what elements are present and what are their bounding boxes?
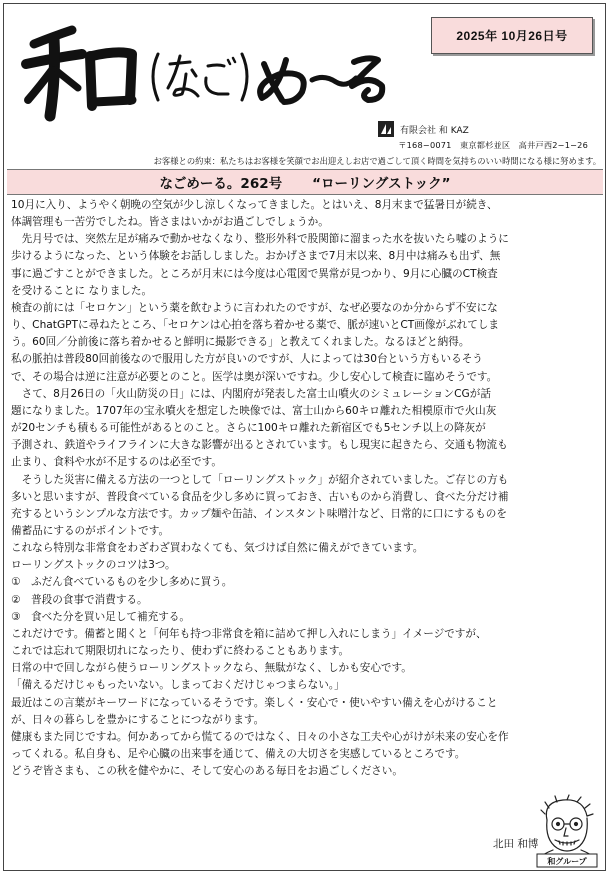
company-logo-icon xyxy=(378,121,394,137)
body-line: 体調管理も一苦労でしたね。皆さまはいかがお過ごしでしょうか。 xyxy=(11,216,329,229)
body-line: 先月号では、突然左足が痛みで動かせなくなり、整形外科で股関節に溜まった水を抜いたら嘘のように xyxy=(11,233,509,246)
company-name: 有限会社 和 KAZ xyxy=(400,125,469,136)
mascot-label: 和グループ xyxy=(547,857,587,866)
body-line: が20センチも積もる可能性があるとのこと。さらに100キロ離れた新宿区でも5センチ以上の降灰が xyxy=(11,422,486,435)
body-line: が、日々の暮らしを豊かにすることにつながります。 xyxy=(11,713,265,726)
body-line: 最近はこの言葉がキーワードになっているそうです。楽しく・安心で・使いやすい備えを心がけること xyxy=(11,696,498,709)
brand-logo xyxy=(20,14,390,126)
body-line: 私の脈拍は普段80回前後なので服用した方が良いのですが、人によっては30台という方もいるそう xyxy=(11,353,483,366)
company-line xyxy=(378,120,469,138)
body-line: ローリングストックのコツは3つ。 xyxy=(11,559,176,572)
body-line: ③ 食べた分を買い足して補充する。 xyxy=(11,610,190,623)
issue-title: なごめーる。262号 xyxy=(159,176,283,192)
body-line: 「備えるだけじゃもったいない。しまっておくだけじゃつまらない。」 xyxy=(11,679,345,692)
customer-promise: お客様との約束：私たちはお客様を笑顔でお出迎えしお店で過ごして頂く時間を気持ちのいい時間になる様に努めます。 xyxy=(153,156,601,166)
body-line: で、その場合は逆に注意が必要とのこと。医学は奥が深いですね。少し安心して検査に臨めそうです。 xyxy=(11,370,498,383)
body-line: 題になりました。1707年の宝永噴火を想定した映像では、富士山から60キロ離れた相模原市で火山灰 xyxy=(11,404,497,417)
body-line: ってくれる。私自身も、足や心臓の出来事を通じて、備えの大切さを実感しているところです。 xyxy=(11,748,466,760)
body-line: 予測され、鉄道やライフラインに大きな影響が出るとされています。もし現実に起きたら、交通も物流も xyxy=(11,439,508,452)
body-line: 日常の中で回しながら使うローリングストックなら、無駄がなく、しかも安心です。 xyxy=(11,662,412,675)
body-line: どうぞ皆さまも、この秋を健やかに、そして安心のある毎日をお過ごしください。 xyxy=(11,765,403,778)
body-line: を受けることに なりました。 xyxy=(11,284,153,297)
body-line: 10月に入り、ようやく朝晩の空気が少し涼しくなってきました。とはいえ、8月末まで猛暑日が続き、 xyxy=(11,199,498,211)
body-line: これだけです。備蓄と聞くと「何年も持つ非常食を箱に詰めて押し入れにしまう」イメージですが、 xyxy=(11,627,487,640)
body-line: 検査の前には「セロケン」という薬を飲むように言われたのですが、なぜ必要なのか分からず不安にな xyxy=(11,301,498,314)
issue-date: 2025年 10月26日号 xyxy=(456,29,568,43)
mascot-illustration xyxy=(533,794,601,868)
body-line: これでは忘れて期限切れになったり、使わずに終わることもあります。 xyxy=(11,645,350,658)
body-line: 止まり、食料や水が不足するのは必至です。 xyxy=(11,456,223,469)
body-line: さて、8月26日の「火山防災の日」には、内閣府が発表した富士山噴火のシミュレーションCGが話 xyxy=(11,387,491,400)
issue-title-bar xyxy=(7,169,603,195)
body-line: 備蓄品にするのがポイントです。 xyxy=(11,524,170,537)
body-line: これなら特別な非常食をわざわざ買わなくても、気づけば自然に備えができています。 xyxy=(11,542,424,555)
body-line: 歩けるようになった、という体験をお話ししました。おかげさまで7月末以来、8月中は痛みも出ず、無 xyxy=(11,250,501,263)
body-line: ② 普段の食事で消費する。 xyxy=(11,593,148,606)
issue-theme: “ローリングストック” xyxy=(312,176,451,192)
body-line: ① ふだん食べているものを少し多めに買う。 xyxy=(11,576,233,589)
author-signature: 北田 和博 xyxy=(493,838,539,850)
issue-date-box xyxy=(431,17,593,54)
body-line: 充するというシンプルな方法です。カップ麺や缶詰、インスタント味噌汁など、日常的に口にするものを xyxy=(11,507,507,520)
body-line: う。60回／分前後に落ち着かせると鮮明に撮影できる」と教えてくれました。なるほどと納得。 xyxy=(11,336,470,349)
company-address: 〒168−0071 東京都杉並区 高井戸西2−1−26 xyxy=(398,140,588,150)
article-body xyxy=(11,197,603,780)
body-line: 健康もまた同じですね。何かあってから慌てるのではなく、日々の小さな工夫や心がけが未来の安心を作 xyxy=(11,730,509,743)
body-line: 多いと思いますが、普段食べている食品を少し多めに買っておき、古いものから消費し、食べた分だけ補 xyxy=(11,490,509,503)
body-line: り、ChatGPTに尋ねたところ、「セロケンは心拍を落ち着かせる薬で、脈が速いとCT画像がぶれてしま xyxy=(11,319,499,332)
body-line: 事に過ごすことができました。ところが月末には今度は心電図で異常が見つかり、9月に心臓のCT検査 xyxy=(11,267,498,280)
body-line: そうした災害に備える方法の一つとして「ローリングストック」が紹介されていました。ご存じの方も xyxy=(11,473,509,486)
